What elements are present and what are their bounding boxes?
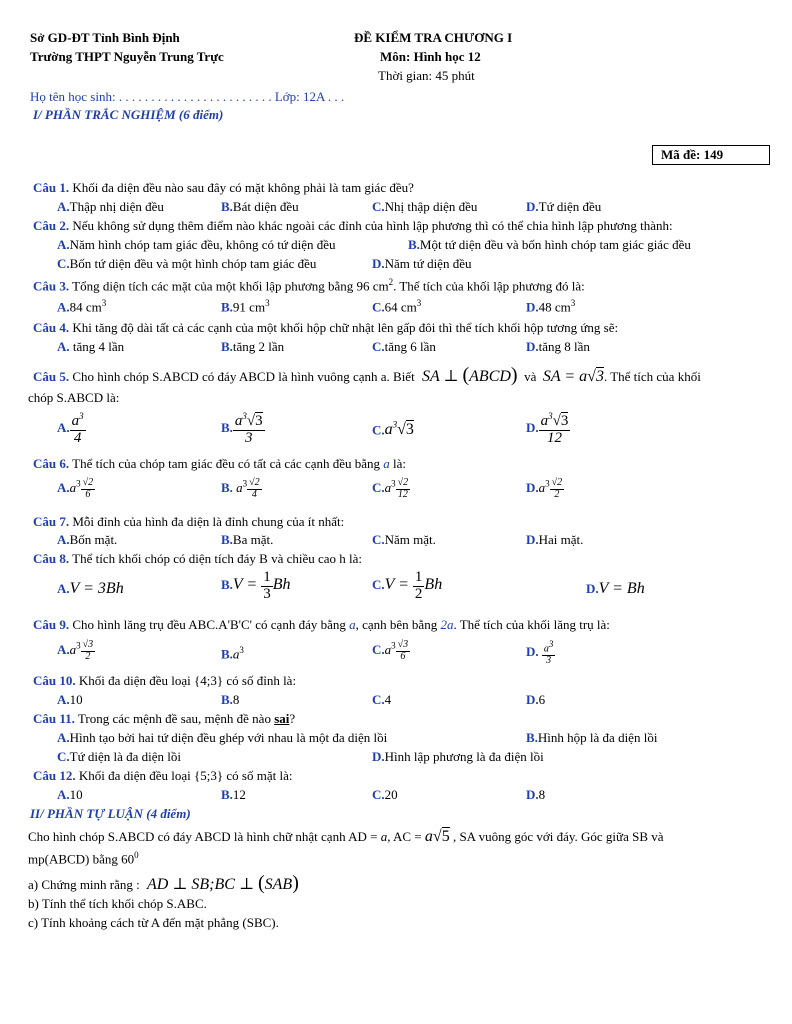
q2-option-c[interactable]: C.Bốn tứ diện đều và một hình chóp tam giác đều xyxy=(57,256,317,271)
q9-option-a[interactable]: $A.a^3$ $\frac{√3}{2}$ xyxy=(57,639,94,662)
q9-option-d[interactable]: D. $\frac{a^3}{3}$ xyxy=(526,639,554,666)
q12-option-b[interactable]: B.12 xyxy=(221,787,246,802)
q4-option-b[interactable]: B.tăng 2 lần xyxy=(221,339,285,354)
question-5: Câu 5. Cho hình chóp S.ABCD có đáy ABCD là hình vuông cạnh a. Biết SA ⊥ (ABCD) và SA = a√3. Thể tích của khối xyxy=(33,364,701,386)
q12-option-c[interactable]: C.20 xyxy=(372,787,398,802)
time-limit: Thời gian: 45 phút xyxy=(378,68,475,83)
question-11: Câu 11. Trong các mệnh đề sau, mệnh đề nào sai? xyxy=(33,711,296,726)
q12-option-d[interactable]: D.8 xyxy=(526,787,546,802)
q5-option-b[interactable]: B. $\frac{a^3√3}{3}$ xyxy=(221,411,263,446)
q3-option-b[interactable]: B.91 $cm^3$ xyxy=(221,298,270,315)
q7-option-d[interactable]: D.Hai mặt. xyxy=(526,532,584,547)
q2-option-a[interactable]: A.Năm hình chóp tam giác đều, không có tứ diện đều xyxy=(57,237,336,252)
part2-question-c: c) Tính khoảng cách từ A đến mặt phẳng (SBC). xyxy=(28,915,279,930)
q7-option-b[interactable]: B.Ba mặt. xyxy=(221,532,274,547)
exam-code-box: Mã đề: 149 xyxy=(652,145,770,165)
q1-option-a[interactable]: A.Thập nhị diện đều xyxy=(57,199,164,214)
q4-option-d[interactable]: D.tăng 8 lần xyxy=(526,339,590,354)
part2-intro-line1: Cho hình chóp S.ABCD có đáy ABCD là hình chữ nhật cạnh AD = a, AC = a√5 , SA vuông góc với đáy. Góc giữa SB và xyxy=(28,828,664,845)
q3-option-a[interactable]: A.84 $cm^3$ xyxy=(57,298,107,315)
question-6: Câu 6. Thể tích của chóp tam giác đều có tất cả các cạnh đều bằng a là: xyxy=(33,456,407,471)
q1-option-d[interactable]: D.Tứ diện đều xyxy=(526,199,602,214)
q4-option-a[interactable]: A. tăng 4 lần xyxy=(57,339,125,354)
q1-option-b[interactable]: B.Bát diện đều xyxy=(221,199,299,214)
q2-option-d[interactable]: D.Năm tứ diện đều xyxy=(372,256,472,271)
q8-option-d[interactable]: D.V = Bh xyxy=(586,580,645,597)
q4-option-c[interactable]: C.tăng 6 lần xyxy=(372,339,436,354)
question-3: Câu 3. Tổng diện tích các mặt của một khối lập phương bằng 96 $cm^2$. Thể tích của khối lập phương đó là: xyxy=(33,277,585,294)
exam-title: ĐỀ KIỂM TRA CHƯƠNG I xyxy=(354,30,513,45)
q11-option-d[interactable]: D.Hình lập phương là đa điện lồi xyxy=(372,749,544,764)
part1-title: I/ PHẦN TRẮC NGHIỆM (6 điểm) xyxy=(33,107,224,122)
q2-option-b[interactable]: B.Một tứ diện đều và bốn hình chóp tam giác giác đều xyxy=(408,237,691,252)
question-10: Câu 10. Khối đa diện đều loại {4;3} có số đỉnh là: xyxy=(33,673,297,688)
part2-question-b: b) Tính thể tích khối chóp S.ABC. xyxy=(28,896,207,911)
q5-continuation: chóp S.ABCD là: xyxy=(28,390,120,405)
q5-option-d[interactable]: D. $\frac{a^3√3}{12}$ xyxy=(526,411,569,446)
q9-option-c[interactable]: $C.a^3$ $\frac{√3}{6}$ xyxy=(372,639,409,662)
question-4: Câu 4. Khi tăng độ dài tất cả các cạnh của một khối hộp chữ nhật lên gấp đôi thì thể tích khối hộp tương ứng sẽ: xyxy=(33,320,619,335)
question-8: Câu 8. Thể tích khối chóp có diện tích đáy B và chiều cao h là: xyxy=(33,551,363,566)
dept-name: Sở GD-ĐT Tỉnh Bình Định xyxy=(30,30,180,45)
q8-option-b[interactable]: B.V = $\frac{1}{3}$ Bh xyxy=(221,569,291,602)
question-7: Câu 7. Mỗi đỉnh của hình đa diện là đỉnh chung của ít nhất: xyxy=(33,514,345,529)
part2-title: II/ PHẦN TỰ LUẬN (4 điểm) xyxy=(30,806,191,821)
q12-option-a[interactable]: A.10 xyxy=(57,787,83,802)
q9-option-b[interactable]: $B.a^3$ xyxy=(221,645,244,662)
q6-option-b[interactable]: B. $a^3$ $\frac{√2}{4}$ xyxy=(221,477,260,500)
q5-option-c[interactable]: $C.a^3√3$ xyxy=(372,420,414,439)
q11-option-b[interactable]: B.Hình hộp là đa diện lồi xyxy=(526,730,658,745)
part2-question-a: a) Chứng minh rằng : AD ⊥ SB;BC ⊥ (SAB) xyxy=(28,872,299,894)
q5-option-a[interactable]: A. $\frac{a^3}{4}$ xyxy=(57,411,84,446)
student-info-line: Họ tên học sinh: . . . . . . . . . . . . . . . . . . . . . . . . Lớp: 12A . . . xyxy=(30,89,345,104)
q6-option-d[interactable]: $D.a^3$ $\frac{√2}{2}$ xyxy=(526,477,563,500)
q6-option-c[interactable]: $C.a^3$ $\frac{√2}{12}$ xyxy=(372,477,409,500)
q7-option-c[interactable]: C.Năm mặt. xyxy=(372,532,436,547)
school-name: Trường THPT Nguyễn Trung Trực xyxy=(30,49,224,64)
question-9: Câu 9. Cho hình lăng trụ đều ABC.A'B'C' có cạnh đáy bằng a, cạnh bên bằng 2a. Thể tích của khối lăng trụ là: xyxy=(33,617,610,632)
q1-option-c[interactable]: C.Nhị thập diện đều xyxy=(372,199,478,214)
part2-intro-line2: mp(ABCD) bằng $60^0$ xyxy=(28,850,139,867)
question-2: Câu 2. Nếu không sử dụng thêm điểm nào khác ngoài các đỉnh của hình lập phương thì có thể chia hình lập phương thành: xyxy=(33,218,673,233)
question-1: Câu 1. Khối đa diện đều nào sau đây có mặt không phải là tam giác đều? xyxy=(33,180,414,195)
q11-option-c[interactable]: C.Tứ diện là đa diện lồi xyxy=(57,749,182,764)
q8-option-c[interactable]: C.V = $\frac{1}{2}$ Bh xyxy=(372,569,443,602)
q7-option-a[interactable]: A.Bốn mặt. xyxy=(57,532,118,547)
q3-option-c[interactable]: C.64 $cm^3$ xyxy=(372,298,422,315)
q10-option-c[interactable]: C.4 xyxy=(372,692,392,707)
q10-option-d[interactable]: D.6 xyxy=(526,692,546,707)
q3-option-d[interactable]: D.48 $cm^3$ xyxy=(526,298,576,315)
subject: Môn: Hình học 12 xyxy=(380,49,481,64)
q8-option-a[interactable]: A.V = 3Bh xyxy=(57,580,124,597)
q11-option-a[interactable]: A.Hình tạo bởi hai tứ diện đều ghép với nhau là một đa diện lồi xyxy=(57,730,388,745)
q10-option-b[interactable]: B.8 xyxy=(221,692,240,707)
q10-option-a[interactable]: A.10 xyxy=(57,692,83,707)
question-12: Câu 12. Khối đa diện đều loại {5;3} có số mặt là: xyxy=(33,768,293,783)
q6-option-a[interactable]: $A.a^3$ $\frac{√2}{6}$ xyxy=(57,477,94,500)
